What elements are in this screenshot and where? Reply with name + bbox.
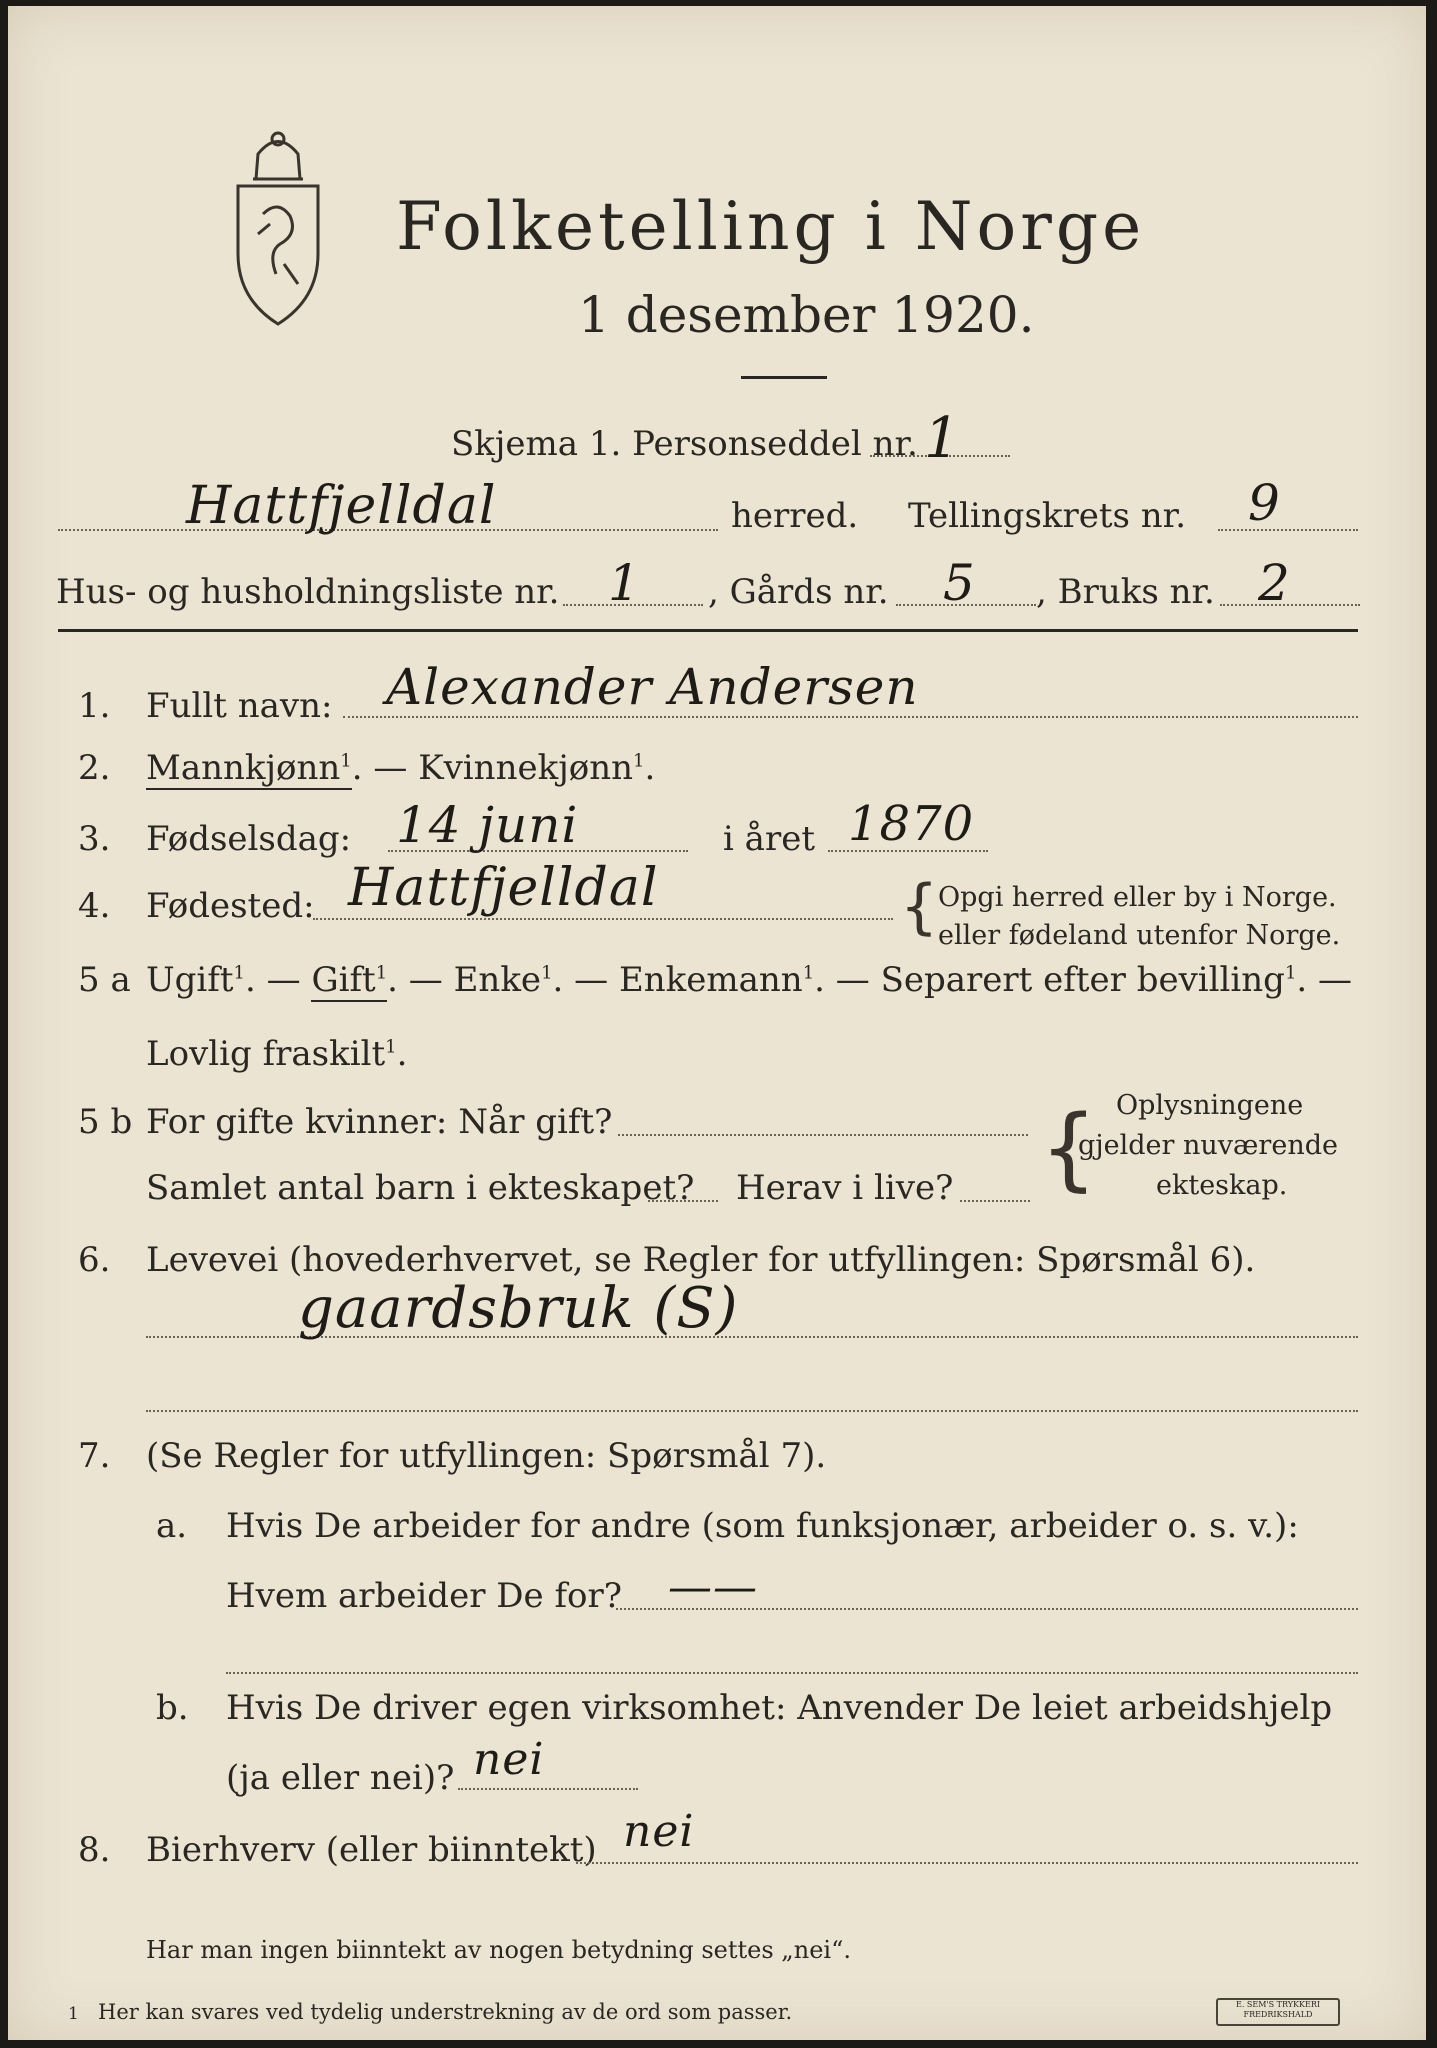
q3-label: Fødselsdag: — [146, 819, 352, 859]
q4-note-line1: Opgi herred eller by i Norge. — [938, 882, 1337, 913]
hus-value: 1 — [608, 554, 641, 612]
bruks-value: 2 — [1258, 554, 1291, 612]
q4-value: Hattfjelldal — [348, 858, 659, 918]
q5a-enkemann-option[interactable]: Enkemann$^1$ — [618, 960, 815, 1000]
q7b-label: Hvis De driver egen virksomhet: Anvender De leiet arbeidshjelp — [226, 1688, 1333, 1728]
header-divider — [58, 629, 1358, 632]
q7a-value: —— — [668, 1562, 758, 1613]
q3-day-value: 14 juni — [396, 796, 579, 854]
krets-field[interactable] — [1218, 529, 1358, 531]
footer-note: Har man ingen biinntekt av nogen betydning settes „nei“. — [146, 1936, 851, 1964]
footnote-number: 1 — [68, 2004, 79, 2024]
q5b-children-label: Samlet antal barn i ekteskapet? — [146, 1168, 695, 1208]
q1-value: Alexander Andersen — [386, 658, 919, 716]
q5b-married-label: For gifte kvinner: Når gift? — [146, 1102, 613, 1142]
q7b-field[interactable] — [458, 1788, 638, 1790]
q7b-value: nei — [473, 1734, 545, 1785]
q7a-letter: a. — [156, 1506, 188, 1546]
q6-number: 6. — [78, 1240, 111, 1280]
q4-number: 4. — [78, 886, 111, 926]
q4-label: Fødested: — [146, 886, 315, 926]
q5a-separert-option[interactable]: Separert efter bevilling$^1$ — [880, 960, 1297, 1000]
q8-number: 8. — [78, 1830, 111, 1870]
schema-label: Skjema 1. Personseddel nr. — [451, 424, 918, 464]
q3-year-value: 1870 — [848, 796, 975, 852]
krets-value: 9 — [1248, 474, 1281, 532]
q5a-number: 5 a — [78, 960, 131, 1000]
q7b-question: (ja eller nei)? — [226, 1758, 455, 1798]
q6-field-line2[interactable] — [146, 1410, 1358, 1412]
q5a-gift-option[interactable]: Gift$^1$ — [311, 960, 388, 1000]
q1-number: 1. — [78, 686, 111, 726]
q1-label: Fullt navn: — [146, 686, 333, 726]
footnote-text: Her kan svares ved tydelig understrekning av de ord som passer. — [98, 2000, 793, 2024]
hus-label: Hus- og husholdningsliste nr. — [56, 572, 560, 612]
gards-value: 5 — [943, 554, 976, 612]
herred-value: Hattfjelldal — [186, 476, 497, 536]
q7-number: 7. — [78, 1436, 111, 1476]
gards-label: , Gårds nr. — [708, 572, 889, 612]
q6-label: Levevei (hovederhvervet, se Regler for utfyllingen: Spørsmål 6). — [146, 1240, 1256, 1280]
q5b-number: 5 b — [78, 1102, 133, 1142]
q7a-label: Hvis De arbeider for andre (som funksjonær, arbeider o. s. v.): — [226, 1506, 1299, 1546]
bruks-label: , Bruks nr. — [1036, 572, 1215, 612]
census-form — [8, 6, 1426, 2040]
q8-value: nei — [623, 1806, 695, 1857]
herred-label: herred. — [731, 496, 859, 536]
q5a-ugift-option[interactable]: Ugift$^1$ — [146, 960, 245, 1000]
q5b-married-field[interactable] — [618, 1134, 1028, 1136]
q3-year-label: i året — [723, 819, 815, 859]
q7a-question: Hvem arbeider De for? — [226, 1576, 622, 1616]
coat-of-arms-icon — [218, 124, 338, 334]
q6-value: gaardsbruk (S) — [298, 1276, 739, 1341]
schema-number-value: 1 — [924, 406, 961, 471]
q5a-fraskilt-option[interactable]: Lovlig fraskilt$^1$. — [146, 1034, 408, 1074]
q5b-children-field[interactable] — [648, 1200, 718, 1202]
q5b-note-brace: { — [1040, 1096, 1098, 1201]
q2-female-option[interactable]: Kvinnekjønn$^1$ — [418, 748, 645, 788]
q2-male-option[interactable]: Mannkjønn$^1$ — [146, 748, 352, 788]
q2-number: 2. — [78, 748, 111, 788]
q5a-enke-option[interactable]: Enke$^1$ — [453, 960, 553, 1000]
q5b-alive-field[interactable] — [960, 1200, 1030, 1202]
q5b-note-line2: gjelder nuværende — [1078, 1130, 1338, 1161]
q7a-field-line2[interactable] — [226, 1672, 1358, 1674]
form-title: Folketelling i Norge — [396, 188, 1146, 265]
q8-field[interactable] — [576, 1862, 1358, 1864]
form-date: 1 desember 1920. — [578, 286, 1035, 344]
q7b-letter: b. — [156, 1688, 189, 1728]
q7-label: (Se Regler for utfyllingen: Spørsmål 7). — [146, 1436, 827, 1476]
q5a-options: Ugift$^1$. — Gift$^1$. — Enke$^1$. — Enkemann$^1$. — Separert efter bevilling$^1$. — — [146, 960, 1353, 1000]
q4-field[interactable] — [313, 918, 893, 920]
krets-label: Tellingskrets nr. — [908, 496, 1187, 536]
q3-number: 3. — [78, 819, 111, 859]
q4-note-brace: { — [900, 872, 939, 942]
q5b-note-line3: ekteskap. — [1156, 1170, 1288, 1201]
title-divider — [741, 376, 827, 379]
q5b-note-line1: Oplysningene — [1116, 1090, 1304, 1121]
q8-label: Bierhverv (eller biinntekt) — [146, 1830, 597, 1870]
q1-field[interactable] — [343, 716, 1358, 718]
q5b-alive-label: Herav i live? — [736, 1168, 954, 1208]
q4-note-line2: eller fødeland utenfor Norge. — [938, 920, 1341, 951]
q2-options: Mannkjønn$^1$. — Kvinnekjønn$^1$. — [146, 748, 656, 788]
printer-stamp: E. SEM'S TRYKKERI FREDRIKSHALD — [1216, 1998, 1340, 2026]
